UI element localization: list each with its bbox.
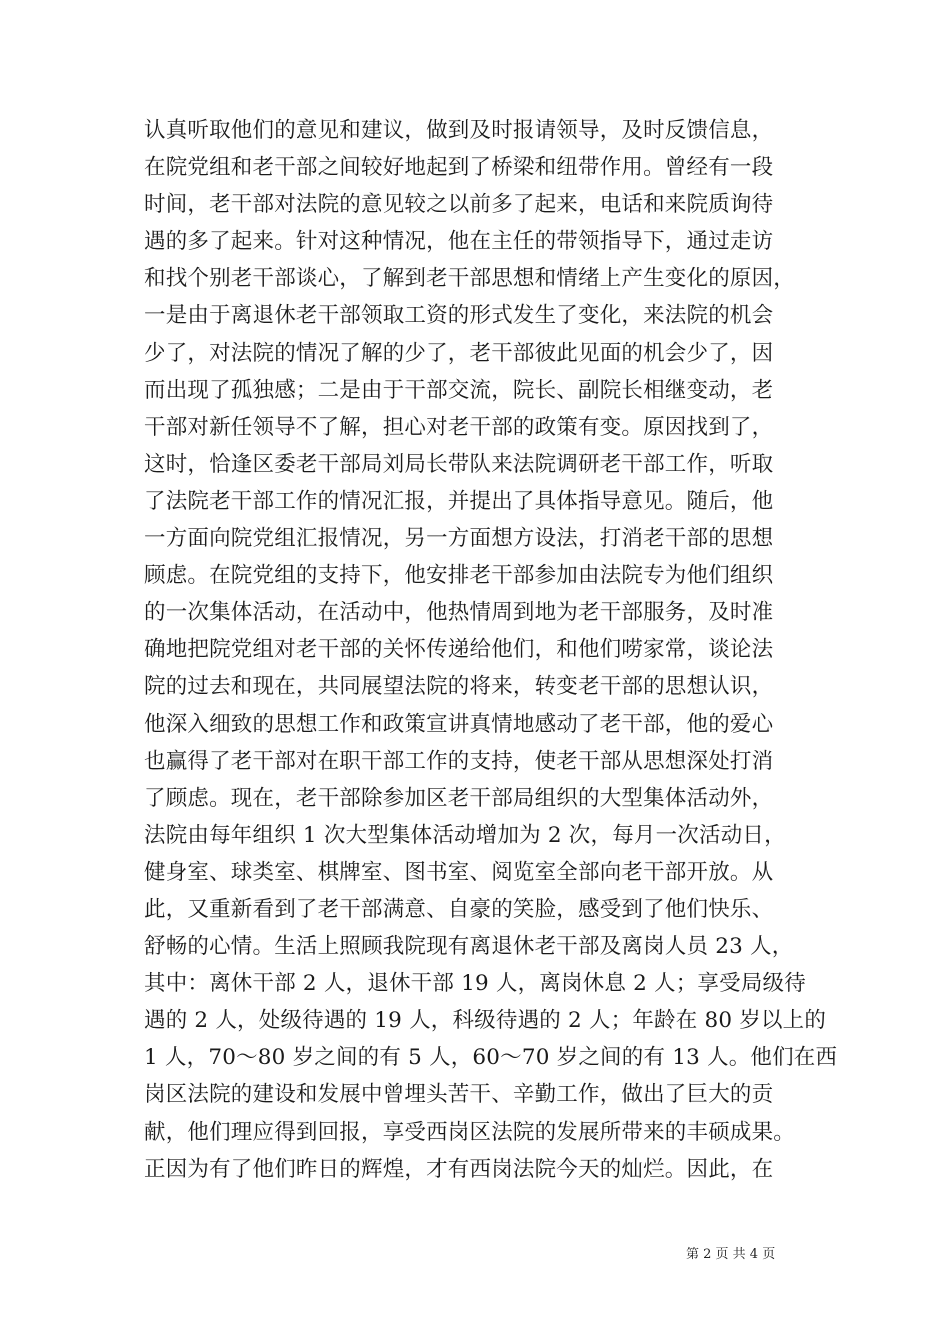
text-line: 遇的多了起来。针对这种情况，他在主任的带领指导下，通过走访: [144, 229, 774, 255]
text-line: 在院党组和老干部之间较好地起到了桥梁和纽带作用。曾经有一段: [144, 155, 774, 181]
text-line: 此，又重新看到了老干部满意、自豪的笑脸，感受到了他们快乐、: [144, 896, 774, 922]
text-line: 干部对新任领导不了解，担心对老干部的政策有变。原因找到了，: [144, 414, 774, 440]
text-line: 这时，恰逢区委老干部局刘局长带队来法院调研老干部工作，听取: [144, 451, 774, 477]
text-line: 而出现了孤独感；二是由于干部交流，院长、副院长相继变动，老: [144, 377, 774, 403]
text-line: 法院由每年组织 1 次大型集体活动增加为 2 次，每月一次活动日，: [144, 822, 786, 848]
text-line: 其中：离休干部 2 人，退休干部 19 人，离岗休息 2 人；享受局级待: [144, 971, 806, 997]
text-line: 时间，老干部对法院的意见较之以前多了起来，电话和来院质询待: [144, 192, 774, 218]
text-line: 和找个别老干部谈心，了解到老干部思想和情绪上产生变化的原因，: [144, 266, 796, 292]
text-line: 的一次集体活动，在活动中，他热情周到地为老干部服务，及时准: [144, 600, 774, 626]
text-line: 少了，对法院的情况了解的少了，老干部彼此见面的机会少了，因: [144, 340, 774, 366]
text-line: 认真听取他们的意见和建议，做到及时报请领导，及时反馈信息，: [144, 118, 774, 143]
text-line: 献，他们理应得到回报，享受西岗区法院的发展所带来的丰硕成果。: [144, 1119, 796, 1145]
text-line: 健身室、球类室、棋牌室、图书室、阅览室全部向老干部开放。从: [144, 859, 774, 885]
text-line: 正因为有了他们昨日的辉煌，才有西岗法院今天的灿烂。因此，在: [144, 1156, 774, 1182]
text-line: 了顾虑。现在，老干部除参加区老干部局组织的大型集体活动外，: [144, 785, 774, 811]
text-line: 舒畅的心情。生活上照顾我院现有离退休老干部及离岗人员 23 人，: [144, 934, 794, 960]
text-line: 1 人，70～80 岁之间的有 5 人，60～70 岁之间的有 13 人。他们在西: [144, 1045, 838, 1071]
text-line: 他深入细致的思想工作和政策宣讲真情地感动了老干部，他的爱心: [144, 711, 774, 737]
text-line: 也赢得了老干部对在职干部工作的支持，使老干部从思想深处打消: [144, 748, 774, 774]
text-line: 顾虑。在院党组的支持下，他安排老干部参加由法院专为他们组织: [144, 563, 774, 589]
text-line: 岗区法院的建设和发展中曾埋头苦干、辛勤工作，做出了巨大的贡: [144, 1082, 774, 1108]
text-line: 了法院老干部工作的情况汇报，并提出了具体指导意见。随后，他: [144, 488, 774, 514]
text-line: 确地把院党组对老干部的关怀传递给他们，和他们唠家常，谈论法: [144, 637, 774, 663]
body-text: [144, 112, 838, 1188]
page-number: 第 2 页 共 4 页: [686, 1247, 776, 1262]
text-line: 一方面向院党组汇报情况，另一方面想方设法，打消老干部的思想: [144, 526, 774, 552]
text-line: 一是由于离退休老干部领取工资的形式发生了变化，来法院的机会: [144, 303, 774, 329]
text-line: 遇的 2 人，处级待遇的 19 人，科级待遇的 2 人；年龄在 80 岁以上的: [144, 1008, 827, 1034]
text-line: 院的过去和现在，共同展望法院的将来，转变老干部的思想认识，: [144, 674, 774, 700]
